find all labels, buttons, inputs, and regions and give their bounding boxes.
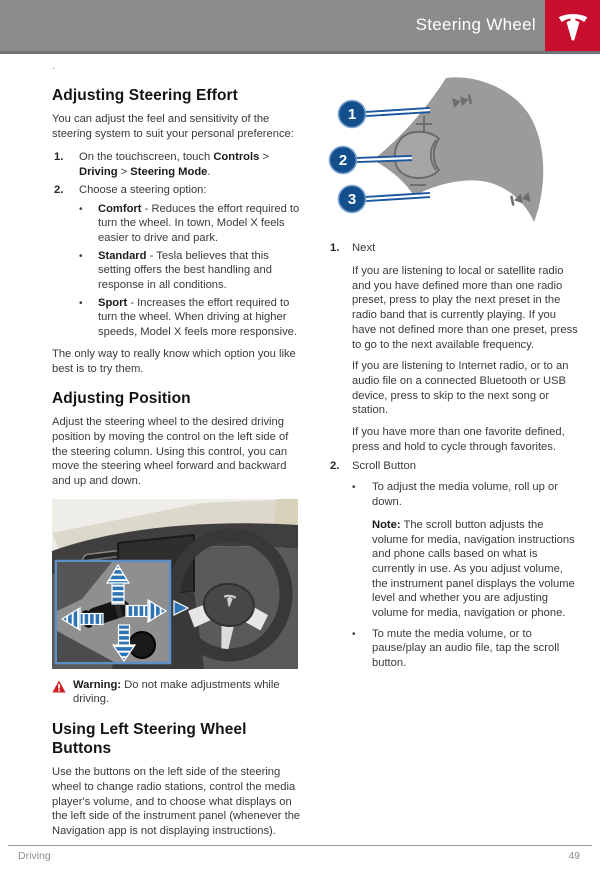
callout-2	[330, 147, 357, 174]
next-paragraph-1: If you are listening to local or satellite radio and you have defined more than one radio preset, press to play the next preset in the radio band that is currently playing. If you have not defined more than one preset, press to go to the next available frequency.	[352, 265, 578, 351]
step-number: 2.	[54, 183, 64, 196]
footer-section: Driving	[18, 850, 51, 862]
callout-1-number: 1	[347, 106, 357, 123]
step-text: On the touchscreen, touch Controls > Driving > Steering Mode.	[79, 151, 269, 179]
adjustment-inset	[56, 561, 170, 663]
button-descriptions	[328, 241, 580, 671]
effort-outro: The only way to really know which option you like best is to try them.	[52, 347, 296, 375]
bullet-icon	[352, 480, 372, 620]
option-sport: • Sport - Increases the effort required to turn the wheel. When driving at higher speeds, Model X feels more responsive.	[79, 296, 302, 340]
callout-1	[339, 101, 366, 128]
item-scroll-button	[328, 459, 580, 670]
footer-page-number: 49	[568, 850, 580, 862]
page-footer	[8, 845, 592, 862]
heading-adjusting-position: Adjusting Position	[52, 390, 191, 408]
item-title: Next	[352, 242, 376, 254]
heading-adjusting-steering-effort: Adjusting Steering Effort	[52, 87, 238, 104]
item-number: 1.	[330, 242, 340, 254]
option-standard: • Standard - Tesla believes that this setting offers the best handling and response in all conditions.	[79, 249, 302, 293]
page-title: Steering Wheel	[415, 15, 536, 34]
tesla-logo	[545, 0, 600, 51]
tesla-t-icon	[557, 9, 589, 43]
bullet-icon	[79, 202, 98, 246]
scroll-note: Note: The scroll button adjusts the volume for media, navigation instructions and phone calls based on what is currently in use. As you adjust volume, the instrument panel displays the volume level and whether you are adjusting volume for media, navigation or phone.	[372, 518, 575, 620]
item-number: 2.	[330, 460, 340, 473]
warning-callout	[52, 678, 302, 707]
item-next	[328, 241, 580, 454]
step-text: Choose a steering option: • Comfort - Reduces the effort required to turn the wheel. In town, Model X feels easier to drive and park. • Standard - Tesla believes that this setting offers the best handling and response in all conditions. • Sport - Increases the effort required to turn the wheel. When driving at higher speeds, Model X feels more responsive.	[79, 183, 302, 340]
left-steering-wheel-buttons-diagram	[328, 72, 580, 234]
buttons-body: Use the buttons on the left side of the steering wheel to change radio stations, control the media player's volume, and to choose what displays on the left side of the instrument panel (whenever the Navigation app is not displaying instructions).	[52, 766, 301, 837]
callout-2-number: 2	[338, 152, 348, 169]
step-2	[52, 183, 302, 340]
heading-using-left-steering-wheel-buttons: Using Left Steering Wheel Buttons	[52, 721, 247, 758]
callout-3	[339, 186, 366, 213]
callout-3-number: 3	[347, 191, 357, 208]
effort-steps	[52, 150, 302, 339]
next-paragraph-2: If you are listening to Internet radio, or to an audio file on a connected Bluetooth or USB device, press to skip to the next song or station.	[352, 360, 569, 417]
position-body: Adjust the steering wheel to the desired driving position by moving the control on the left side of the steering column. Using this control, you can move the steering wheel forward and backward and up and down.	[52, 416, 289, 488]
steering-column-photo	[52, 499, 298, 669]
scroll-bullet-2: • To mute the media volume, or to pause/play an audio file, tap the scroll button.	[352, 627, 580, 671]
steering-options-list	[79, 202, 302, 340]
warning-icon	[52, 680, 66, 693]
stray-dot: .	[52, 60, 56, 72]
warning-text: Warning: Do not make adjustments while driving.	[73, 678, 280, 706]
item-title: Scroll Button	[352, 460, 417, 473]
left-column	[52, 60, 302, 839]
effort-intro: You can adjust the feel and sensitivity of the steering system to suit your personal preference:	[52, 113, 294, 140]
bullet-icon	[79, 249, 98, 293]
bullet-icon	[352, 627, 372, 671]
step-1	[52, 150, 302, 179]
right-column	[328, 60, 580, 671]
option-comfort: • Comfort - Reduces the effort required to turn the wheel. In town, Model X feels easier to drive and park.	[79, 202, 302, 246]
scroll-button	[395, 132, 439, 178]
bullet-icon	[79, 296, 98, 340]
next-paragraph-3: If you have more than one favorite defined, press and hold to cycle through favorites.	[352, 426, 565, 453]
scroll-bullet-1: • To adjust the media volume, roll up or down. Note: The scroll button adjusts the volume for media, navigation instructions and phone calls based on what is currently in use. As you adjust volume, the instrument panel displays the volume level and whether you are adjusting volume for media, navigation or phone.	[352, 480, 580, 620]
step-number: 1.	[54, 151, 64, 164]
page-header	[0, 0, 600, 54]
